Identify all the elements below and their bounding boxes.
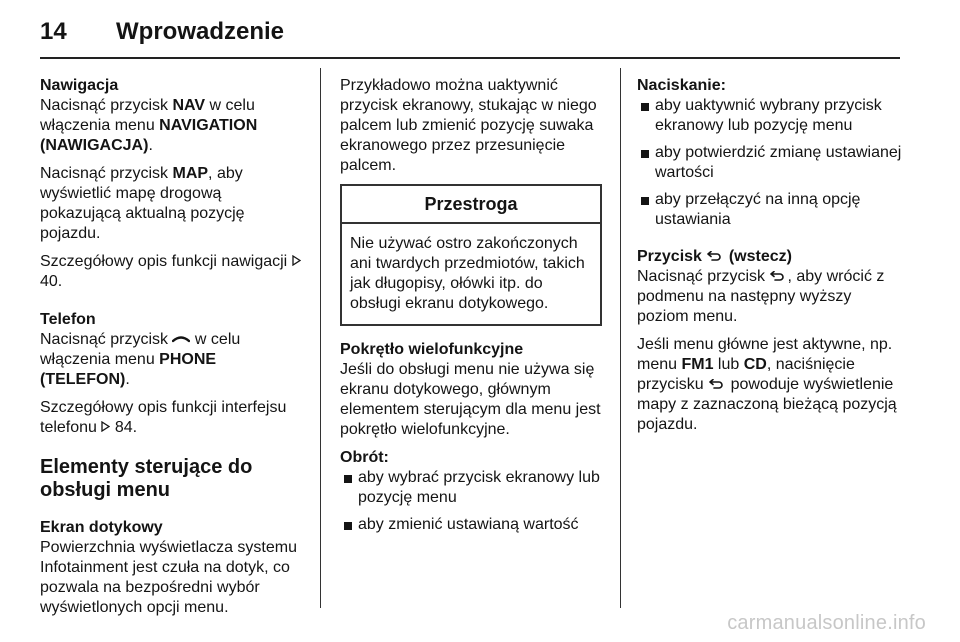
back-paragraph-1 xyxy=(637,267,903,327)
phone-heading: Telefon xyxy=(40,311,96,328)
nav-key: NAV xyxy=(172,97,206,114)
page-number: 14 xyxy=(40,18,67,45)
rotate-heading: Obrót: xyxy=(340,449,389,466)
list-item-text: aby zmienić ustawianą wartość xyxy=(358,516,579,533)
column-divider-2 xyxy=(620,68,621,608)
list-item-text: aby potwierdzić zmianę ustawianej wartości xyxy=(655,144,902,181)
phone-paragraph-2 xyxy=(40,398,302,438)
column-divider-1 xyxy=(320,68,321,608)
list-item xyxy=(340,515,602,535)
text: Nacisnąć przycisk xyxy=(40,331,173,348)
column-2 xyxy=(340,76,602,542)
nav-paragraph-1 xyxy=(40,96,302,156)
list-item xyxy=(637,143,903,183)
bullet-square-icon xyxy=(641,103,649,111)
column-1 xyxy=(40,76,302,626)
knob-paragraph: Jeśli do obsługi menu nie używa się ekranu dotykowego, głównym elementem sterującym dla menu jest pokrętło wielofunkcyjne. xyxy=(340,361,601,438)
nav-heading: Nawigacja xyxy=(40,77,119,94)
back-arrow-icon xyxy=(708,379,726,389)
nav-paragraph-3 xyxy=(40,252,302,292)
text: . xyxy=(125,371,130,388)
text: powoduje wyświetlenie mapy z zaznaczoną bieżącą pozycją pojazdu. xyxy=(637,376,897,433)
touchscreen-paragraph: Powierzchnia wyświetlacza systemu Infotainment jest czuła na dotyk, co pozwala na bezpośredni wybór wyświetlonych opcji menu. xyxy=(40,539,297,616)
text: , aby wyświetlić mapę drogową pokazującą aktualną pozycję pojazdu. xyxy=(40,165,245,242)
page-reference: 84. xyxy=(114,419,138,436)
text: , aby wrócić z podmenu na następny wyższy poziom menu. xyxy=(637,268,885,325)
column-3 xyxy=(637,76,903,443)
list-item-text: aby uaktywnić wybrany przycisk ekranowy lub pozycję menu xyxy=(655,97,882,134)
list-item xyxy=(637,190,903,230)
phone-paragraph-1 xyxy=(40,330,302,390)
bullet-square-icon xyxy=(344,522,352,530)
back-arrow-icon xyxy=(769,271,787,281)
text: w celu włączenia menu xyxy=(40,331,241,368)
touchscreen-heading: Ekran dotykowy xyxy=(40,519,163,536)
list-item-text: aby wybrać przycisk ekranowy lub pozycję menu xyxy=(358,469,600,506)
section-heading: Elementy sterujące do obsługi menu xyxy=(40,456,253,501)
text: Nacisnąć przycisk xyxy=(637,268,770,285)
caution-title: Przestroga xyxy=(342,186,600,224)
text: (wstecz) xyxy=(724,248,792,265)
text: Nacisnąć przycisk xyxy=(40,165,173,182)
map-key: MAP xyxy=(172,165,209,182)
back-heading xyxy=(637,247,903,267)
page-title: Wprowadzenie xyxy=(116,18,285,45)
list-item-text: aby przełączyć na inną opcję ustawiania xyxy=(655,191,861,228)
fm1-menu-name: FM1 xyxy=(681,356,714,373)
caution-text: Nie używać ostro zakończonych ani twardych przedmiotów, takich jak długopisy, ołówki itp. do obsługi ekranu dotykowego. xyxy=(350,235,585,312)
page-reference: 40. xyxy=(40,273,63,290)
text: Nacisnąć przycisk xyxy=(40,97,173,114)
triangle-ref-icon xyxy=(292,255,301,266)
text: Szczegółowy opis funkcji nawigacji xyxy=(40,253,292,270)
bullet-square-icon xyxy=(344,475,352,483)
cd-menu-name: CD xyxy=(743,356,767,373)
knob-heading: Pokrętło wielofunkcyjne xyxy=(340,341,524,358)
text: Przycisk xyxy=(637,248,707,265)
nav-paragraph-2 xyxy=(40,164,302,244)
text: w celu włączenia menu xyxy=(40,97,255,134)
text: Jeśli menu główne jest aktywne, np. menu xyxy=(637,336,893,373)
press-heading: Naciskanie: xyxy=(637,77,726,94)
text: . xyxy=(148,137,153,154)
list-item xyxy=(340,468,602,508)
bullet-square-icon xyxy=(641,150,649,158)
page-header xyxy=(40,12,284,52)
watermark: carmanualsonline.info xyxy=(727,612,926,634)
text: Szczegółowy opis funkcji interfejsu telefonu xyxy=(40,399,287,436)
list-item xyxy=(637,96,903,136)
phone-handset-icon xyxy=(172,334,190,344)
touch-intro-paragraph: Przykładowo można uaktywnić przycisk ekranowy, stukając w niego palcem lub zmienić pozycję suwaka ekranowego przez przesunięcie palcem. xyxy=(340,77,597,174)
triangle-ref-icon xyxy=(101,421,110,432)
back-arrow-icon xyxy=(706,251,724,261)
back-paragraph-2 xyxy=(637,335,903,435)
phone-menu-name: PHONE (TELEFON) xyxy=(40,351,217,388)
text: , naciśnięcie przycisku xyxy=(637,356,855,393)
bullet-square-icon xyxy=(641,197,649,205)
text: lub xyxy=(713,356,744,373)
caution-box xyxy=(340,184,602,326)
navigation-menu-name: NAVIGATION (NAWIGACJA) xyxy=(40,117,258,154)
header-rule xyxy=(40,57,900,59)
